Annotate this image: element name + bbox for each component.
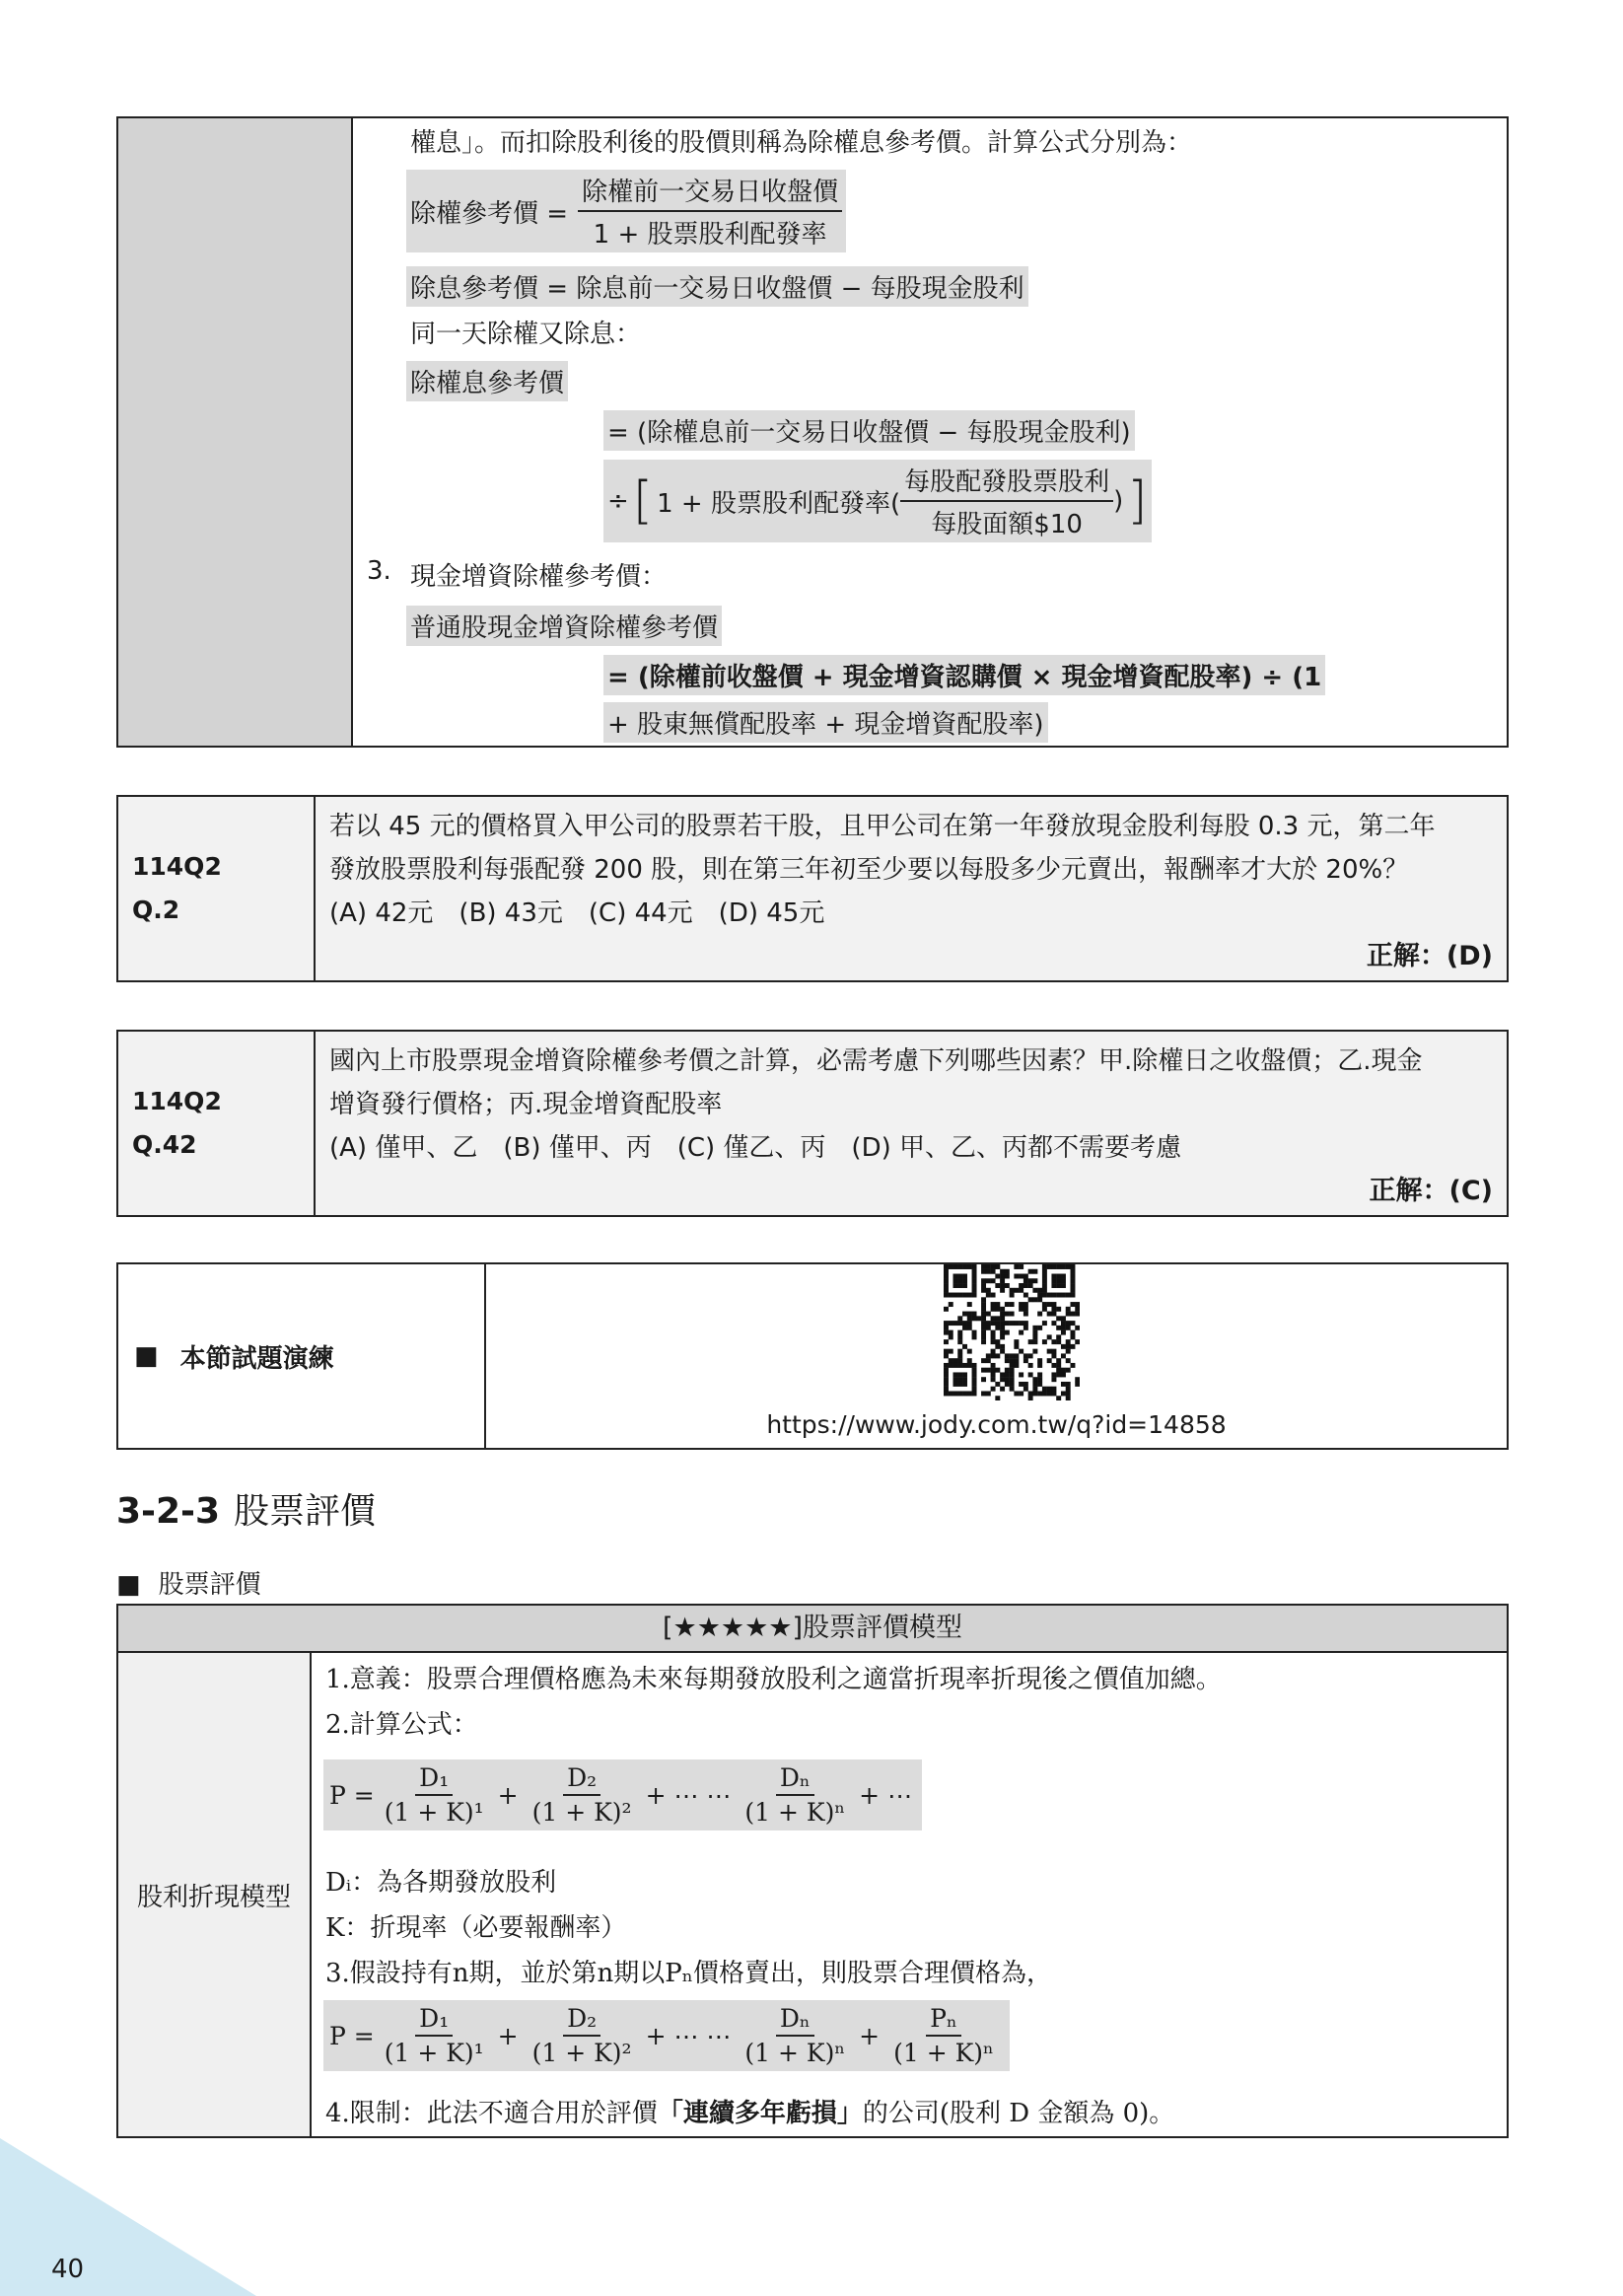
- ex-right-numerator: 除權前一交易日收盤價: [578, 172, 842, 212]
- bracket-left: [: [632, 471, 654, 531]
- eq1-term1: [381, 1763, 488, 1827]
- question-text-line2: 發放股票股利每張配發 200 股，則在第三年初至少要以每股多少元賣出，報酬率才大於 20%？: [329, 855, 1409, 885]
- question-number: Q.2: [132, 896, 180, 924]
- square-bullet-icon: ■: [116, 1570, 141, 1600]
- eq2-termn-num: Dₙ: [776, 2004, 814, 2037]
- eq2-term2-den: (1 + K)²: [531, 2039, 632, 2067]
- section-title: 股票評價: [234, 1491, 377, 1532]
- practice-box: [116, 1262, 1509, 1450]
- definition-k: K：折現率（必要報酬率）: [325, 1913, 627, 1943]
- eq1-termn: [741, 1763, 849, 1827]
- limitation-bold: 「連續多年虧損」: [657, 2099, 863, 2128]
- inner-left: 1 + 股票股利配發率(: [657, 488, 901, 519]
- valuation-row-label: 股利折現模型: [118, 1653, 312, 2136]
- question-number: Q.42: [132, 1130, 197, 1159]
- question-id: [118, 797, 316, 980]
- assumption-line: 3.假設持有n期，並於第n期以Pₙ價格賣出，則股票合理價格為，: [325, 1959, 1053, 1988]
- eq2-termp-den: (1 + K)ⁿ: [893, 2039, 994, 2067]
- formula-label: 2.計算公式：: [325, 1710, 478, 1740]
- practice-label-text: 本節試題演練: [179, 1343, 334, 1374]
- qr-code-icon[interactable]: [944, 1264, 1080, 1400]
- question-options: (A) 42元 (B) 43元 (C) 44元 (D) 45元: [329, 898, 825, 928]
- question-text-line2: 增資發行價格；丙.現金增資配股率: [329, 1090, 723, 1119]
- ex-right-formula: [406, 170, 846, 252]
- cash-increase-line1: = (除權前收盤價 + 現金增資認購價 × 現金增資配股率) ÷ (1: [603, 655, 1325, 695]
- question-box-q2: [116, 795, 1509, 982]
- question-exam: 114Q2: [132, 852, 222, 881]
- eq2-term2: [529, 2004, 636, 2067]
- divide-sign: ÷: [607, 486, 629, 516]
- eq2-term1-den: (1 + K)¹: [384, 2039, 484, 2067]
- formula-box: [116, 116, 1509, 748]
- inner-right: ): [1113, 486, 1124, 516]
- inner-numerator: 每股配發股票股利: [900, 462, 1113, 502]
- limitation-pre: 4.限制：此法不適合用於評價: [325, 2099, 658, 2128]
- cash-increase-lhs: 普通股現金增資除權參考價: [406, 606, 722, 646]
- eq1-term2: [529, 1763, 636, 1827]
- inner-denominator: 每股面額$10: [931, 510, 1083, 539]
- question-text-line1: 國內上市股票現金增資除權參考價之計算，必需考慮下列哪些因素？甲.除權日之收盤價；乙.現金: [329, 1046, 1423, 1076]
- eq1-termn-den: (1 + K)ⁿ: [744, 1798, 846, 1827]
- item3-number: 3.: [367, 556, 391, 586]
- eq1-termn-num: Dₙ: [776, 1763, 814, 1796]
- ex-right-denominator: 1 + 股票股利配發率: [593, 220, 827, 250]
- ex-right-dividend-line1: = (除權息前一交易日收盤價 − 每股現金股利): [603, 410, 1135, 451]
- question-body: [316, 797, 1507, 980]
- item3-title: 現金增資除權參考價：: [410, 562, 668, 592]
- intro-line: 權息」。而扣除股利後的股價則稱為除權息參考價。計算公式分別為：: [410, 128, 1193, 158]
- dividend-discount-formula: [323, 1759, 922, 1830]
- section-number: 3-2-3: [116, 1491, 221, 1532]
- eq2-term2-num: D₂: [563, 2004, 600, 2037]
- eq2-termp: [889, 2004, 998, 2067]
- valuation-table-body: [118, 1653, 1507, 2136]
- eq1-tail: + ⋯: [859, 1780, 913, 1810]
- question-answer: 正解：(C): [1369, 1176, 1493, 1206]
- valuation-table: [116, 1604, 1509, 2138]
- cash-increase-line2: + 股東無償配股率 + 現金增資配股率): [603, 702, 1048, 743]
- ex-right-fraction: [578, 172, 842, 251]
- eq2-termn: [741, 2004, 849, 2067]
- question-text-line1: 若以 45 元的價格買入甲公司的股票若干股，且甲公司在第一年發放現金股利每股 0.3 元，第二年: [329, 812, 1436, 841]
- formula-box-content: [353, 118, 1507, 746]
- eq1-dots: + ⋯ ⋯: [645, 1780, 732, 1810]
- plus-sign: +: [497, 2021, 519, 2050]
- same-day-line: 同一天除權又除息：: [410, 320, 642, 349]
- qr-cell: [486, 1264, 1507, 1448]
- meaning-line: 1.意義：股票合理價格應為未來每期發放股利之適當折現率折現後之價值加總。: [325, 1665, 1222, 1694]
- formula-box-side: [118, 118, 353, 746]
- ex-right-dividend-lhs: 除權息參考價: [406, 361, 568, 401]
- limitation-post: 的公司(股利 D 金額為 0)。: [862, 2099, 1175, 2128]
- eq1-lhs: P =: [329, 1780, 375, 1810]
- bracket-right: ]: [1127, 471, 1148, 531]
- practice-label: [118, 1264, 486, 1448]
- page-number: 40: [51, 2255, 85, 2284]
- eq2-termn-den: (1 + K)ⁿ: [744, 2039, 846, 2067]
- question-answer: 正解：(D): [1366, 941, 1493, 971]
- inner-fraction: [900, 462, 1113, 540]
- eq2-termp-num: Pₙ: [926, 2004, 961, 2037]
- question-options: (A) 僅甲、乙 (B) 僅甲、丙 (C) 僅乙、丙 (D) 甲、乙、丙都不需要考慮: [329, 1133, 1182, 1163]
- eq1-term2-num: D₂: [563, 1763, 600, 1796]
- plus-sign: +: [859, 2021, 881, 2050]
- limitation-line: [325, 2093, 1174, 2129]
- ex-right-dividend-line2: [603, 460, 1152, 542]
- question-body: [316, 1032, 1507, 1215]
- ex-right-lhs: 除權參考價 =: [410, 198, 569, 229]
- practice-url[interactable]: https://www.jody.com.tw/q?id=14858: [766, 1410, 1227, 1439]
- question-id: [118, 1032, 316, 1215]
- question-exam: 114Q2: [132, 1087, 222, 1115]
- plus-sign: +: [497, 1780, 519, 1810]
- ex-dividend-formula: 除息參考價 = 除息前一交易日收盤價 − 每股現金股利: [406, 266, 1028, 307]
- eq2-lhs: P =: [329, 2021, 375, 2050]
- valuation-table-header: [★★★★★]股票評價模型: [118, 1606, 1507, 1653]
- subsection-heading: [116, 1564, 261, 1601]
- eq1-term1-num: D₁: [415, 1763, 453, 1796]
- eq2-dots: + ⋯ ⋯: [645, 2021, 732, 2050]
- holding-period-formula: [323, 2000, 1010, 2071]
- eq2-term1-num: D₁: [415, 2004, 453, 2037]
- corner-decoration: [0, 2138, 256, 2296]
- definition-d: Dᵢ：為各期發放股利: [325, 1868, 557, 1898]
- valuation-row-content: [312, 1653, 1507, 2136]
- question-box-q42: [116, 1030, 1509, 1217]
- subsection-title: 股票評價: [158, 1570, 261, 1600]
- section-heading: [116, 1483, 376, 1534]
- eq1-term2-den: (1 + K)²: [531, 1798, 632, 1827]
- eq1-term1-den: (1 + K)¹: [384, 1798, 484, 1827]
- eq2-term1: [381, 2004, 488, 2067]
- square-bullet-icon: ■: [134, 1341, 159, 1371]
